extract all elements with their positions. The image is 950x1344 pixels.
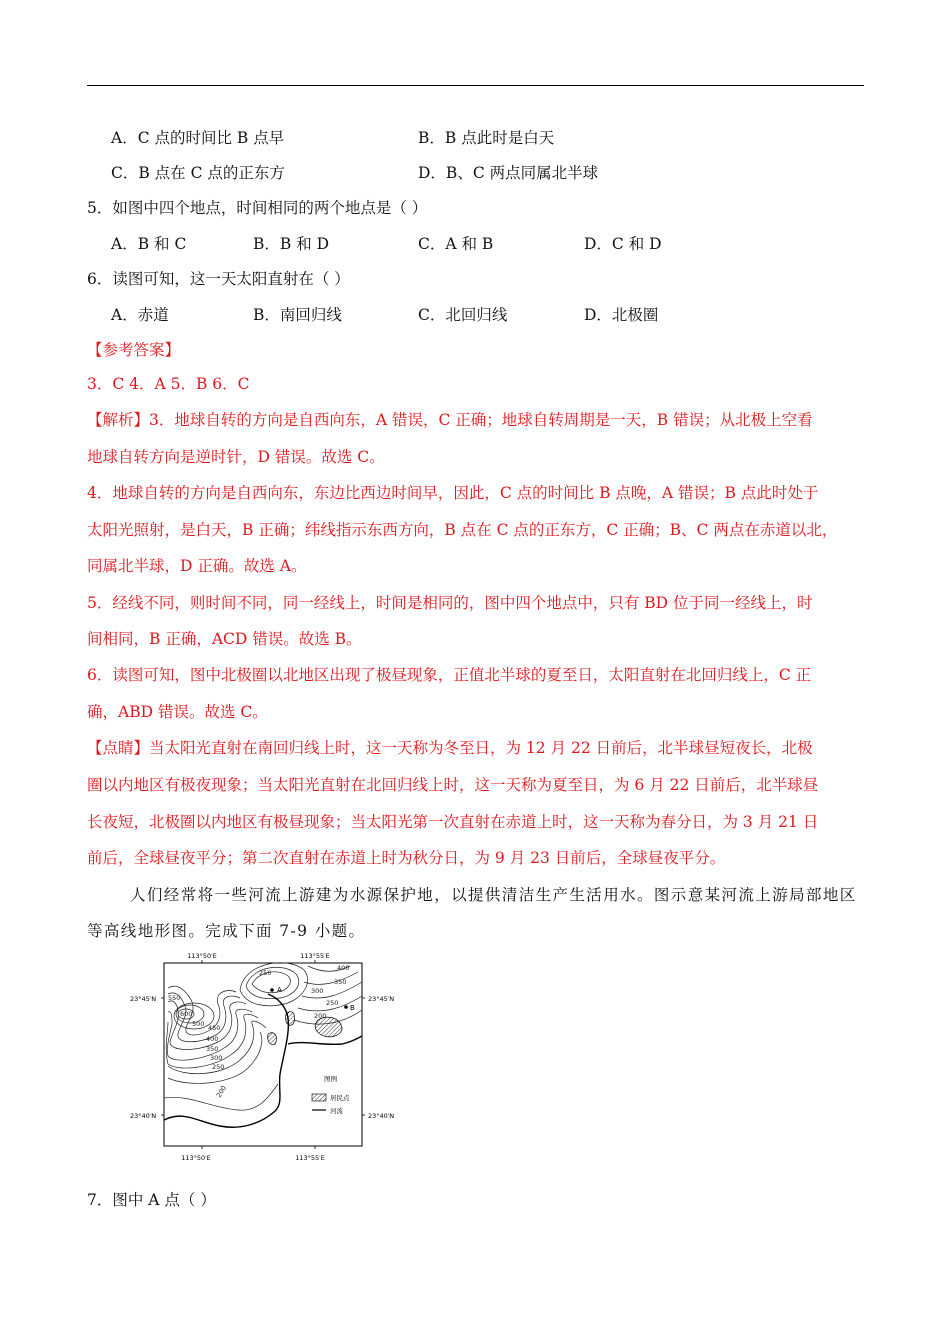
settlement: [315, 1017, 342, 1037]
lat-label-right-bottom: 23°40′N: [368, 1112, 395, 1120]
settlement: [268, 1033, 277, 1045]
contour-label: 550: [168, 994, 181, 1002]
point-a-label: A: [277, 986, 282, 994]
contour-label: 250: [326, 999, 339, 1007]
contour-label: 350: [334, 978, 347, 986]
answer-header: 【参考答案】: [87, 341, 181, 359]
q4-option-b[interactable]: B．B 点此时是白天: [418, 129, 555, 147]
intro-line: 人们经常将一些河流上游建为水源保护地，以提供清洁生产生活用水。图示意某河流上游局部地区: [130, 886, 857, 904]
q4-option-a[interactable]: A．C 点的时间比 B 点早: [111, 129, 285, 147]
q6-option-d[interactable]: D．北极圈: [584, 306, 659, 324]
lon-label-top-right: 113°55′E: [300, 952, 330, 960]
contour-label: 600: [180, 1010, 193, 1018]
contour-label: 300: [311, 987, 324, 995]
explanation-line: 5．经线不同，则时间不同，同一经线上，时间是相同的，图中四个地点中，只有 BD 位于同一经线上，时: [87, 594, 813, 612]
lon-label-bottom-right: 113°55′E: [295, 1154, 325, 1162]
contour-map: [128, 948, 403, 1163]
q5-stem: 5．如图中四个地点，时间相同的两个地点是（ ）: [87, 199, 428, 217]
q4-option-c[interactable]: C．B 点在 C 点的正东方: [111, 164, 285, 182]
legend-settlement: 居民点: [330, 1094, 350, 1102]
contour-label: 450: [208, 1024, 221, 1032]
legend-settlement-swatch: [312, 1094, 326, 1101]
contour-label: 400: [337, 964, 350, 972]
contour-label: 350: [206, 1045, 219, 1053]
explanation-line: 【解析】3．地球自转的方向是自西向东，A 错误，C 正确；地球自转周期是一天，B 错误；从北极上空看: [87, 411, 813, 429]
q5-option-d[interactable]: D．C 和 D: [584, 235, 662, 253]
explanation-line: 4．地球自转的方向是自西向东，东边比西边时间早，因此，C 点的时间比 B 点晚，A 错误；B 点此时处于: [87, 484, 819, 502]
contour-label: 300: [210, 1054, 223, 1062]
tip-line: 圈以内地区有极夜现象；当太阳光直射在北回归线上时，这一天称为夏至日，为 6 月 22 日前后，北半球昼: [87, 776, 819, 794]
tip-line: 前后，全球昼夜平分；第二次直射在赤道上时为秋分日，为 9 月 23 日前后，全球昼夜平分。: [87, 849, 726, 867]
explanation-line: 确，ABD 错误。故选 C。: [87, 703, 268, 721]
explanation-line: 6．读图可知，图中北极圈以北地区出现了极昼现象，正值北半球的夏至日，太阳直射在北回归线上，C 正: [87, 666, 812, 684]
explanation-line: 太阳光照射，是白天，B 正确；纬线指示东西方向，B 点在 C 点的正东方，C 正确；B、C 两点在赤道以北，: [87, 521, 838, 539]
lon-label-top-left: 113°50′E: [187, 952, 217, 960]
settlement: [286, 1012, 295, 1026]
q6-stem: 6．读图可知，这一天太阳直射在（ ）: [87, 270, 350, 288]
q5-option-b[interactable]: B．B 和 D: [253, 235, 330, 253]
explanation-line: 同属北半球，D 正确。故选 A。: [87, 557, 307, 575]
legend-river: 河流: [330, 1107, 343, 1115]
tip-line: 长夜短，北极圈以内地区有极昼现象；当太阳光第一次直射在赤道上时，这一天称为春分日，为 3 月 21 日: [87, 813, 819, 831]
lon-label-bottom-left: 113°50′E: [181, 1154, 211, 1162]
q4-option-d[interactable]: D．B、C 两点同属北半球: [418, 164, 599, 182]
header-rule: [87, 85, 864, 86]
explanation-line: 间相同，B 正确，ACD 错误。故选 B。: [87, 630, 362, 648]
q6-option-b[interactable]: B．南回归线: [253, 306, 342, 324]
contour-label: 400: [206, 1035, 219, 1043]
q5-option-a[interactable]: A．B 和 C: [111, 235, 187, 253]
lat-label-left-top: 23°45′N: [130, 995, 157, 1003]
q6-option-c[interactable]: C．北回归线: [418, 306, 508, 324]
contour-label: 250: [212, 1063, 225, 1071]
q6-option-a[interactable]: A．赤道: [111, 306, 169, 324]
point-b-label: B: [350, 1004, 355, 1012]
contour-label: 250: [259, 969, 272, 977]
map-legend: [312, 1074, 350, 1115]
explanation-line: 地球自转方向是逆时针，D 错误。故选 C。: [87, 448, 385, 466]
answer-key: 3．C 4．A 5．B 6．C: [87, 375, 250, 393]
q7-stem: 7．图中 A 点（ ）: [87, 1191, 216, 1209]
lat-label-left-bottom: 23°40′N: [130, 1112, 157, 1120]
point-b-marker: [344, 1005, 348, 1009]
contour-label: 200: [314, 1012, 327, 1020]
point-a-marker: [270, 988, 274, 992]
lat-label-right-top: 23°45′N: [368, 995, 395, 1003]
contour-label: 500: [192, 1020, 205, 1028]
q5-option-c[interactable]: C．A 和 B: [418, 235, 494, 253]
intro-line: 等高线地形图。完成下面 7-9 小题。: [87, 922, 366, 940]
legend-title: 图例: [324, 1075, 337, 1083]
contour-label: 200: [214, 1084, 228, 1099]
tip-line: 【点睛】当太阳光直射在南回归线上时，这一天称为冬至日，为 12 月 22 日前后，北半球昼短夜长，北极: [87, 739, 813, 757]
